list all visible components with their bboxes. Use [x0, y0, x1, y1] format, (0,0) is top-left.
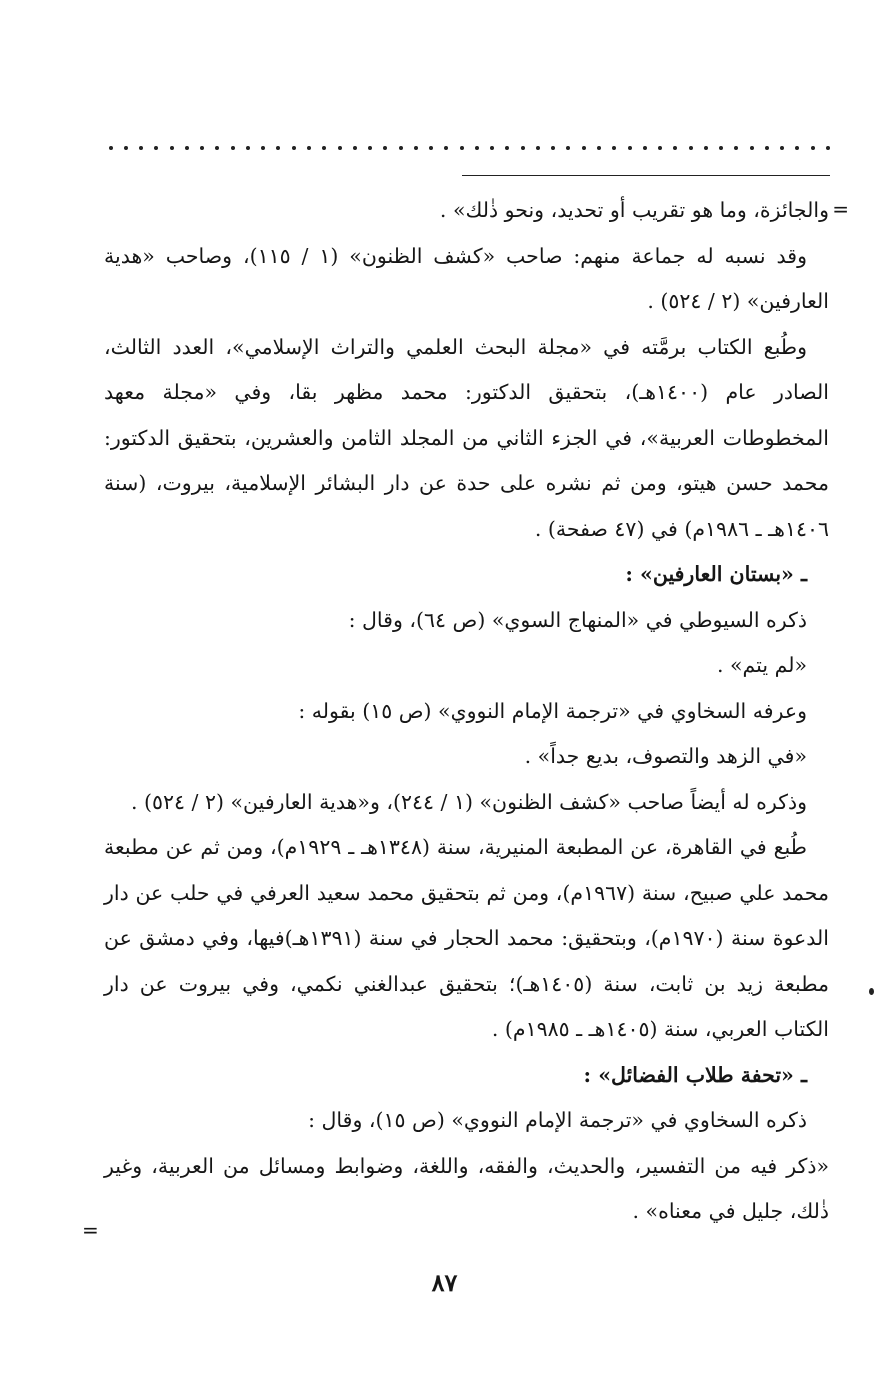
paragraph-list: [104, 234, 829, 1235]
paragraph: ذكره السيوطي في «المنهاج السوي» (ص ٦٤)، وقال :: [348, 607, 807, 632]
page-number: ٨٧: [431, 1268, 458, 1297]
margin-dot: [869, 988, 874, 995]
section-heading: ـ «تحفة طلاب الفضائل» :: [583, 1062, 807, 1087]
paragraph: ذكره السخاوي في «ترجمة الإمام النووي» (ص ١٥)، وقال :: [308, 1108, 807, 1132]
footnote-continuation-mark-top: =: [832, 197, 849, 221]
paragraph: وطُبع الكتاب برمَّته في «مجلة البحث العلمي والتراث الإسلامي»، العدد الثالث، الصادر عام (١٤٠٠هـ)، بتحقيق الدكتور: محمد مظهر بقا، وفي «مجلة معهد المخطوطات العربية»، في الجزء الثاني من المجلد الثامن والعشرين، بتحقيق الدكتور: محمد حسن هيتو، ومن ثم نشره على حدة عن دار البشائر الإسلامية، بيروت، (سنة ١٤٠٦هـ ـ ١٩٨٦م) في (٤٧ صفحة) .: [104, 334, 830, 541]
paragraph: وقد نسبه له جماعة منهم: صاحب «كشف الظنون» (١ / ١١٥)، وصاحب «هدية العارفين» (٢ / ٥٢٤) .: [104, 243, 829, 313]
footnote-rule: [462, 175, 830, 176]
paragraph: «ذكر فيه من التفسير، والحديث، والفقه، واللغة، وضوابط ومسائل من العربية، وغير ذٰلك، جليل في معناه» .: [104, 1153, 829, 1223]
paragraph: وذكره له أيضاً صاحب «كشف الظنون» (١ / ٢٤٤)، و«هدية العارفين» (٢ / ٥٢٤) .: [130, 789, 807, 814]
paragraph: طُبع في القاهرة، عن المطبعة المنيرية، سنة (١٣٤٨هـ ـ ١٩٢٩م)، ومن ثم عن مطبعة محمد علي صبيح، سنة (١٩٦٧م)، ومن ثم بتحقيق محمد سعيد العرفي في حلب عن دار الدعوة سنة (١٩٧٠م)، وبتحقيق: محمد الحجار في سنة (١٣٩١هـ)فيها، وفي دمشق عن مطبعة زيد بن ثابت، سنة (١٤٠٥هـ)؛ بتحقيق عبدالغني نكمي، وفي بيروت عن دار الكتاب العربي، سنة (١٤٠٥هـ ـ ١٩٨٥م) .: [104, 835, 829, 1041]
paragraph: وعرفه السخاوي في «ترجمة الإمام النووي» (ص ١٥) بقوله :: [298, 698, 807, 723]
dotted-separator: [108, 140, 830, 156]
paragraph: «في الزهد والتصوف، بديع جداً» .: [524, 744, 807, 768]
section-heading: ـ «بستان العارفين» :: [625, 562, 807, 586]
body-text: [104, 188, 829, 1235]
footnote-continuation-text: والجائزة، وما هو تقريب أو تحديد، ونحو ذٰلك» .: [439, 198, 829, 222]
paragraph: «لم يتم» .: [716, 653, 807, 677]
footnote-continuation-mark-bottom: =: [82, 1218, 99, 1242]
